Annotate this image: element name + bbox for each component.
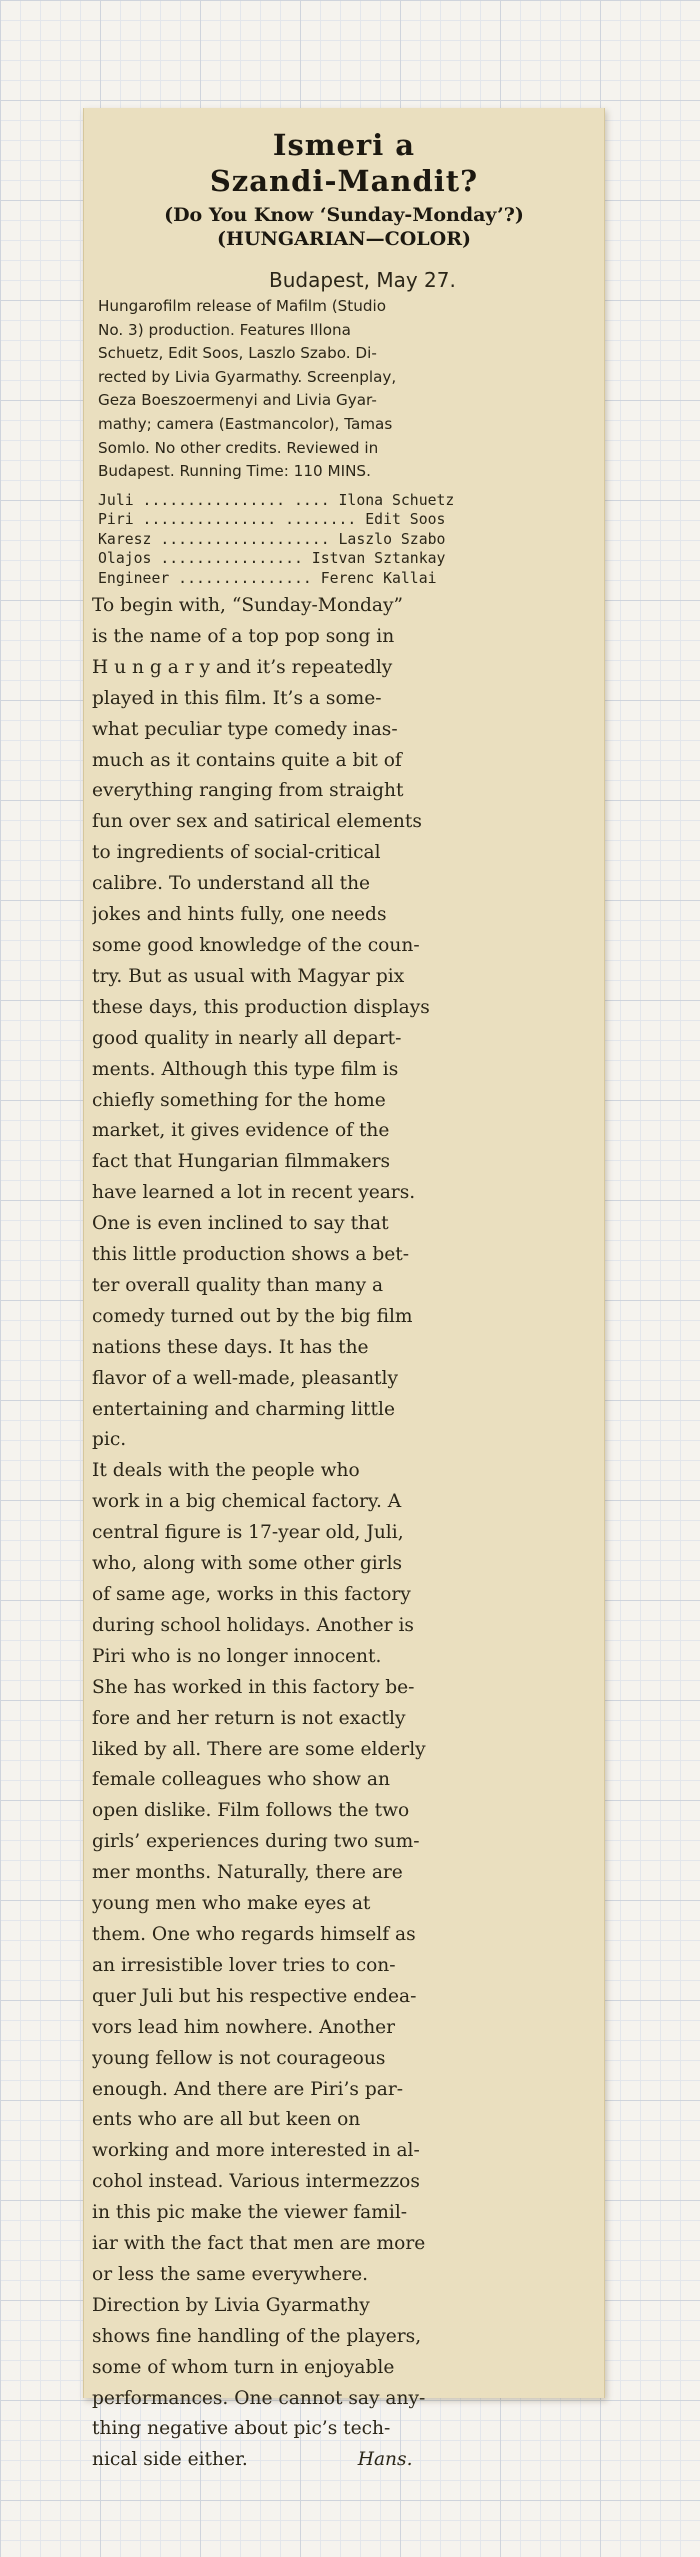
body-line: ents who are all but keen on	[92, 2109, 361, 2131]
body-line: working and more interested in al-	[92, 2140, 420, 2162]
body-line: this little production shows a bet-	[92, 1244, 410, 1266]
credits-block	[98, 295, 592, 484]
cast-row: Karesz ................... Laszlo Szabo	[98, 530, 446, 548]
body-line: fact that Hungarian filmmakers	[92, 1151, 391, 1173]
body-line: girls’ experiences during two sum-	[92, 1831, 420, 1853]
body-line: female colleagues who show an	[92, 1769, 390, 1791]
body-line: enough. And there are Piri’s par-	[92, 2078, 404, 2100]
newspaper-clipping	[83, 108, 605, 2471]
body-line: who, along with some other girls	[92, 1553, 403, 1575]
body-line: comedy turned out by the big film	[92, 1305, 413, 1327]
body-line: nations these days. It has the	[92, 1336, 369, 1358]
reviewer-signature: Hans.	[357, 2449, 413, 2471]
body-line: shows fine handling of the players,	[92, 2325, 422, 2347]
body-closing-line	[92, 2445, 598, 2476]
cast-list	[98, 491, 592, 588]
credits-line: Geza Boeszoermenyi and Livia Gyar-	[98, 391, 377, 410]
body-line: of same age, works in this factory	[92, 1584, 411, 1605]
body-line: is the name of a top pop song in	[92, 625, 395, 647]
dateline: Budapest, May 27.	[269, 268, 456, 292]
body-line: during school holidays. Another is	[92, 1614, 414, 1636]
body-line: mer months. Naturally, there are	[92, 1862, 403, 1884]
body-line: these days, this production displays	[92, 996, 430, 1018]
body-line: liked by all. There are some elderly	[92, 1738, 426, 1760]
body-line: ter overall quality than many a	[92, 1274, 384, 1296]
body-line: flavor of a well-made, pleasantly	[92, 1367, 398, 1389]
body-line: jokes and hints fully, one needs	[92, 904, 387, 926]
body-line: calibre. To understand all the	[92, 873, 371, 895]
body-line: iar with the fact that men are more	[92, 2233, 426, 2255]
body-line: One is even inclined to say that	[92, 1213, 389, 1235]
body-line: pic.	[92, 1429, 127, 1451]
body-line: in this pic make the viewer famil-	[92, 2202, 408, 2224]
body-line: ments. Although this type film is	[92, 1058, 399, 1080]
credits-line: No. 3) production. Features Illona	[98, 320, 351, 339]
body-line: what peculiar type comedy inas-	[92, 718, 398, 740]
body-line: much as it contains quite a bit of	[92, 749, 402, 771]
body-line: try. But as usual with Magyar pix	[92, 965, 405, 987]
body-line: performances. One cannot say any-	[92, 2387, 426, 2409]
body-line: good quality in nearly all depart-	[92, 1027, 402, 1049]
body-line: fun over sex and satirical elements	[92, 811, 422, 833]
body-line: open dislike. Film follows the two	[92, 1800, 410, 1822]
body-line: young men who make eyes at	[92, 1893, 371, 1915]
closing-text: nical side either.	[92, 2449, 248, 2471]
body-line: She has worked in this factory be-	[92, 1676, 415, 1698]
body-line: have learned a lot in recent years.	[92, 1182, 416, 1204]
body-line: entertaining and charming little	[92, 1398, 395, 1420]
headline-subtitle: (Do You Know ‘Sunday-Monday’?)	[164, 204, 524, 226]
body-line: Piri who is no longer innocent.	[92, 1645, 382, 1667]
body-line: vors lead him nowhere. Another	[92, 2016, 396, 2038]
body-line: some of whom turn in enjoyable	[92, 2356, 395, 2378]
body-line: market, it gives evidence of the	[92, 1120, 390, 1142]
credits-line: rected by Livia Gyarmathy. Screenplay,	[98, 367, 397, 386]
body-line: young fellow is not courageous	[92, 2047, 386, 2069]
body-line: central figure is 17-year old, Juli,	[92, 1522, 404, 1544]
cast-row: Olajos ................ Istvan Sztankay	[98, 550, 446, 568]
cast-row: Piri ............... ........ Edit Soos	[98, 511, 446, 529]
body-line: quer Juli but his respective endea-	[92, 1985, 417, 2007]
cast-row: Juli ................ .... Ilona Schuetz	[98, 492, 455, 509]
body-line: work in a big chemical factory. A	[92, 1491, 402, 1513]
body-line: played in this film. It’s a some-	[92, 687, 382, 709]
body-line: To begin with, “Sunday-Monday”	[92, 595, 404, 616]
body-line: thing negative about pic’s tech-	[92, 2418, 391, 2440]
headline-line-1: Ismeri a	[272, 128, 416, 162]
body-line: chiefly something for the home	[92, 1089, 386, 1111]
headline-genre: (HUNGARIAN—COLOR)	[217, 228, 471, 250]
headline-line-2: Szandi-Mandit?	[209, 164, 479, 198]
body-line: H u n g a r y and it’s repeatedly	[92, 656, 393, 678]
credits-line: Hungarofilm release of Mafilm (Studio	[98, 297, 387, 315]
body-line: them. One who regards himself as	[92, 1923, 416, 1945]
body-line: fore and her return is not exactly	[92, 1707, 406, 1729]
body-line: cohol instead. Various intermezzos	[92, 2171, 420, 2193]
credits-line: Somlo. No other credits. Reviewed in	[98, 438, 379, 457]
review-body	[92, 591, 598, 2476]
body-line: or less the same everywhere.	[92, 2263, 369, 2285]
body-line: Direction by Livia Gyarmathy	[92, 2294, 370, 2316]
body-line: an irresistible lover tries to con-	[92, 1954, 396, 1976]
body-line: everything ranging from straight	[92, 780, 404, 802]
credits-line: Budapest. Running Time: 110 MINS.	[98, 462, 371, 481]
cast-row: Engineer ............... Ferenc Kallai	[98, 569, 437, 587]
credits-line: mathy; camera (Eastmancolor), Tamas	[98, 414, 393, 433]
body-line: It deals with the people who	[92, 1460, 360, 1482]
credits-line: Schuetz, Edit Soos, Laszlo Szabo. Di-	[98, 344, 377, 363]
body-line: to ingredients of social-critical	[92, 842, 381, 864]
body-line: some good knowledge of the coun-	[92, 934, 420, 956]
